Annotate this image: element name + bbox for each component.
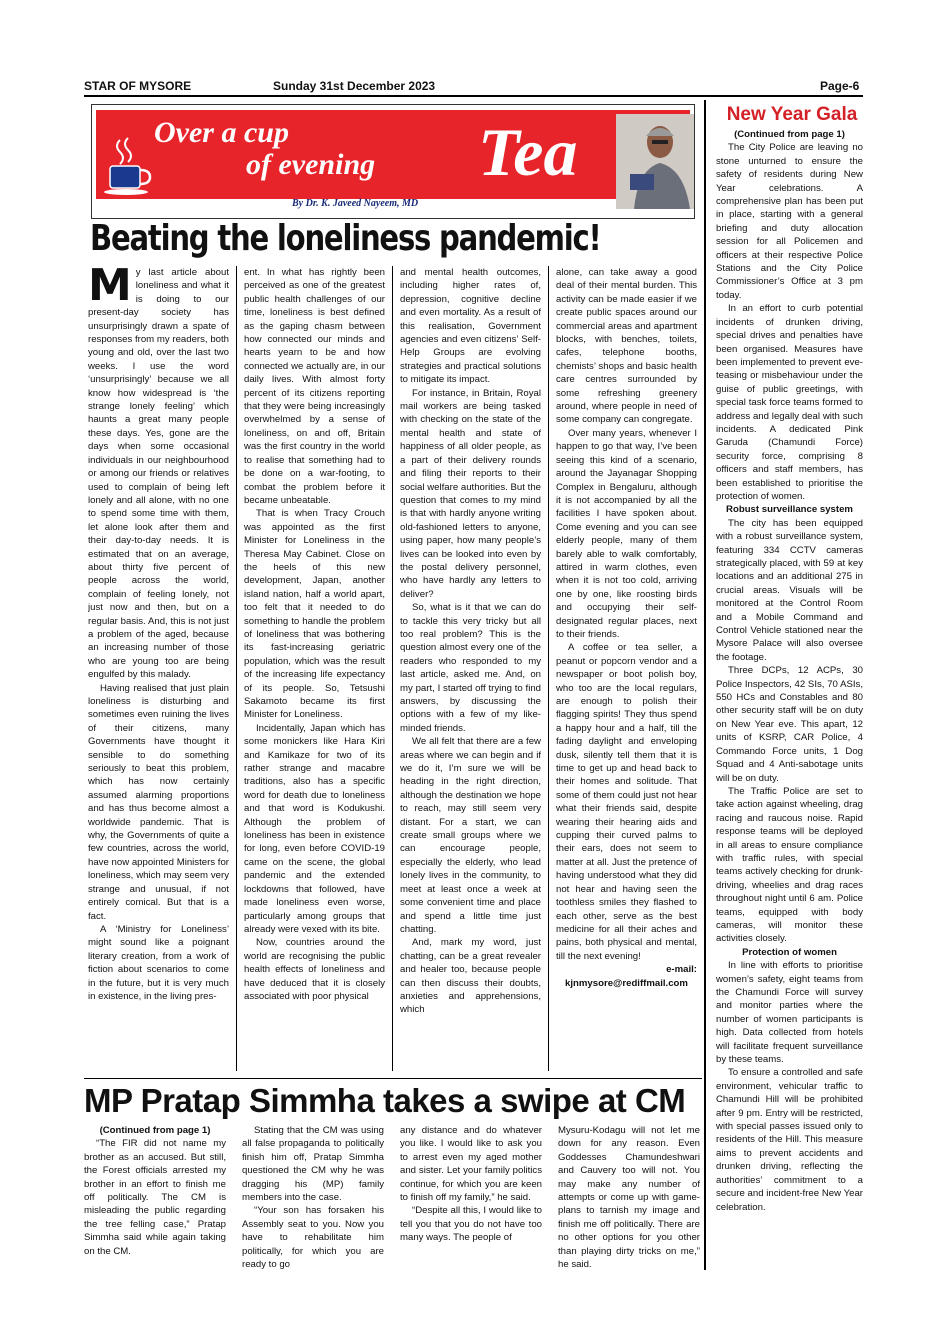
article-column-3 [400, 266, 541, 1074]
sidebar-paragraph: In an effort to curb potential incidents of drunken driving, special drives and penalties have been organised. Measures have been implemented to prevent eve-teasing or misbehaviour under the guise of public greetings, with special task force teams formed to address and legally deal with such incidents. A dedicated Pink Garuda (Chamundi Force) security force, comprising 8 officers and staff members, has been established to prioritise the protection of women. [716, 303, 863, 502]
teacup-icon [102, 136, 154, 196]
article2-paragraph: “Your son has forsaken his Assembly seat to you. Now you have to rehabilitate him politically, for which you are ready to go [242, 1205, 384, 1269]
article2-paragraph: Mysuru-Kodagu will not let me down for any reason. Even Goddesses Chamundeshwari and Cauvery too will not. You may make any number of attempts or come up with game-plans to tarnish my image and finish me off politically. There are no other options for you other than playing dirty tricks on me,” he said. [558, 1125, 700, 1269]
article-paragraph: A coffee or tea seller, a peanut or popcorn vendor and a newspaper or boot polish boy, who too are the local regulars, are enough to polish their flagging spirits! They thus spend a happy hour and a half, till the fading daylight and enveloping dusk, silently tell them that it is time to get up and head back to their homes and solitude. That some of them could just not hear what their friends said, despite wearing their hearing aids and cupping their curved palms to their ears, does not seem to matter at all. Just the pretence of having understood what they did not hear and having seen the toothless smiles they flashed to each other, serve as the best medicine for all their aches and pains, both physical and mental, till the next evening! [556, 642, 697, 962]
drop-cap: M [88, 266, 132, 311]
article-paragraph: Now, countries around the world are recognising the public health effects of loneliness and have deduced that it is closely associated with poor physical [244, 937, 385, 1002]
sidebar-paragraph: The Traffic Police are set to take action against wheeling, drag racing and raucous noise. Rapid response teams will be deployed in all areas to ensure compliance with traffic rules, with special teams actively checking for drunk-driving, wheelies and drag races throughout night until 6 am. Police teams, equipped with body cameras, will monitor these activities closely. [716, 785, 863, 945]
banner-byline: By Dr. K. Javeed Nayeem, MD [292, 198, 419, 209]
article-paragraph: That is when Tracy Crouch was appointed as the first Minister for Loneliness in the Theresa May Cabinet. Close on the heels of this new development, Japan, another island nation, half a world apart, too felt that it needed to do something to handle the problem of loneliness that was bothering its fast-increasing geriatric population, which was the result of the increasing life expectancy of its people. So, Tetsushi Sakamoto became its first Minister for Loneliness. [244, 508, 385, 721]
columnist-photo [616, 114, 694, 209]
banner-tea: Tea [478, 114, 578, 190]
paper-name: STAR OF MYSORE [84, 79, 192, 93]
banner-line1: Over a cup [154, 116, 289, 149]
article-paragraph: Having realised that just plain loneliness is disturbing and sometimes even ruining the lives of their citizens, many Governments have thought it sensible to do something seriously to beat this problem, which has now certainly assumed alarming proportions and has thus become almost a worldwide pandemic. That is why, the Governments of quite a few countries, across the world, have now appointed Ministers for loneliness, which may seem very strange and unusual, if not entirely comical. But that is a fact. [88, 682, 229, 922]
article2-paragraph: Stating that the CM was using all false propaganda to politically finish him off, Pratap Simmha questioned the CM why he was dragging his (MP) family members into the case. [242, 1125, 384, 1204]
article-column-4 [556, 266, 697, 1074]
article2-column-3 [400, 1124, 542, 1269]
article-paragraph: A ‘Ministry for Loneliness’ might sound like a poignant literary creation, from a work of fiction about scenarios to come in the future, but it is very much in existence, in the living pres- [88, 923, 229, 1002]
email-label: e-mail: [666, 964, 697, 976]
column-divider [236, 266, 237, 1071]
article2-column-4 [558, 1124, 700, 1269]
sidebar-subhead: Robust surveillance system [726, 504, 853, 516]
article-headline: Beating the loneliness pandemic! [90, 218, 601, 259]
sidebar-title: New Year Gala [726, 104, 858, 125]
page-number: Page-6 [820, 79, 860, 93]
section-rule [84, 1078, 702, 1079]
sidebar-paragraph: In line with efforts to prioritise women’s safety, eight teams from the Chamundi Force will survey and monitor parties where the number of women participants is high. Data collected from hotels will facilitate frequent surveillance by these teams. [716, 960, 863, 1066]
sidebar-divider [704, 100, 706, 1270]
sidebar-body [716, 128, 863, 1268]
article-paragraph: And, mark my word, just chatting, can be a great revealer and healer too, because people can then discuss their doubts, anxieties and apprehensions, which [400, 937, 541, 1016]
sidebar-paragraph: Three DCPs, 12 ACPs, 30 Police Inspectors, 42 SIs, 70 ASIs, 550 HCs and Constables and 80 other security staff will be on duty on New Year eve. This apart, 12 units of KSRP, CAR Police, 4 Commando Force units, 1 Dog Squad and 4 Anti-sabotage units will be on duty. [716, 665, 863, 784]
continued-note: (Continued from page 1) [734, 129, 845, 140]
column-banner [91, 104, 695, 219]
banner-line2: of evening [246, 148, 376, 181]
article2-column-1 [84, 1124, 226, 1269]
article-paragraph: and mental health outcomes, including higher rates of, depression, cognitive decline and even mortality. As a result of this realisation, Government agencies and even citizens’ Self-Help Groups are evolving strategies and practical solutions to mitigate its impact. [400, 267, 541, 386]
article2-paragraph: “The FIR did not name my brother as an accused. But still, the Forest officials arrested my brother in an effort to finish me off politically. The CM is misleading the public regarding the tree felling case,” Pratap Simmha said while again taking on the CM. [84, 1138, 226, 1257]
issue-date: Sunday 31st December 2023 [273, 79, 436, 93]
article-paragraph: y last article about loneliness and what it is doing to our present-day society has unsurprisingly drawn a spate of responses from my readers, both young and old, over the last two weeks. I use the word ‘unsurprisingly’ because we all know how widespread is ‘the strange lonely feeling’ which haunts a great many people these days. Yes, gone are the days when some occasional individuals in our neighbourhood or among our friends or relatives used to complain of being left lonely and all alone, with no one to spend some time with them, let alone look after them and their day-to-day needs. It is estimated that on an average, about thirty five percent of people across the world, complain of feeling lonely, not just now and then, but on a regular basis. And, this is not just a problem of the aged, because an increasing number of those who are young too are being engulfed by this malady. [88, 267, 229, 681]
banner-red-panel [96, 110, 690, 199]
article2-paragraph: “Despite all this, I would like to tell you that you do not have too many ways. The people of [400, 1205, 542, 1244]
article-paragraph: For instance, in Britain, Royal mail workers are being tasked with checking on the state of the mental health and state of happiness of all older people, as a part of their delivery rounds and filing their reports to their social welfare authorities. But the question that comes to my mind is that with hardly anyone writing old-fashioned letters to anyone, using paper, how many people’s lives can be looked into even by the postal delivery personnel, who have hardly any letters to deliver? [400, 387, 541, 600]
article-paragraph: ent. In what has rightly been perceived as one of the greatest public health challenges of our time, loneliness is best defined as the gaping chasm between how connected our minds and hearts yearn to be and how connected we actually are, in our daily lives. With almost forty percent of its citizens reporting that they were being increasingly overwhelmed by a sense of loneliness, on and off, Britain was the first country in the world to realise that something had to be done on a war-footing, to combat the problem before it became unbeatable. [244, 267, 385, 506]
article2-column-2 [242, 1124, 384, 1269]
sidebar-paragraph: To ensure a controlled and safe environment, vehicular traffic to Chamundi Hill will be prohibited after 9 pm. Entry will be restricted, with special passes issued only to residents of the Hill. This measure aims to prevent accidents and drunken driving, reflecting the authorities’ commitment to a secure and incident-free New Year celebration. [716, 1067, 863, 1213]
sidebar-paragraph: The City Police are leaving no stone unturned to ensure the safety of residents during New Year celebrations. A comprehensive plan has been put in place, starting with a general briefing and duty allocation session for all Policemen and officers at their respective Police Stations and the City Police Commissioner’s Office at 3 pm today. [716, 142, 863, 301]
sidebar-subhead: Protection of women [742, 946, 837, 958]
header-rule [84, 95, 863, 97]
article-paragraph: We all felt that there are a few areas where we can begin and if we do it, I’m sure we will be heading in the right direction, although the destination we hope to reach, may still seem very distant. For a start, we can create small groups where we can encourage people, especially the elderly, who lead lonely lives in the community, to meet at least once a week at some convenient time and place and spend a little time just chatting. [400, 736, 541, 935]
article-paragraph: Over many years, whenever I happen to go that way, I’ve been seeing this kind of a scenario, around the Jayanagar Shopping Complex in Bengaluru, although it is not accompanied by all the facilities I have spoken about. Come evening and you can see elderly people, many of them barely able to walk comfortably, attired in warm clothes, even when it is not too cold, arriving one by one, like roosting birds and occupying their self-designated regular places, next to their friends. [556, 427, 697, 640]
article2-headline: MP Pratap Simmha takes a swipe at CM [84, 1082, 686, 1119]
article-paragraph: So, what is it that we can do to tackle this very tricky but all too real problem? This is the question almost every one of the readers who responded to my last article, asked me. And, on my part, I started off trying to find answers, by discussing the options with a few of my like-minded friends. [400, 602, 541, 734]
article-column-2 [244, 266, 385, 1074]
continued-note: (Continued from page 1) [99, 1125, 211, 1136]
column-divider [548, 266, 549, 1071]
article-paragraph: Incidentally, Japan which has some monickers like Hara Kiri and Kamikaze for two of its rather strange and macabre traditions, also has a specific word for death due to loneliness and that word is Kodukushi. Although the problem of loneliness has been in existence for long, even before COVID-19 came on the scene, the global pandemic and the extended lockdowns that followed, have made loneliness even worse, particularly among groups that already were vexed with its bite. [244, 722, 385, 935]
article-column-1 [88, 266, 229, 1074]
email-address: kjnmysore@rediffmail.com [565, 977, 688, 989]
article2-paragraph: any distance and do whatever you like. I would like to ask you to arrest even my aged mother and sister. Let your family politics continue, for which you are keen to finish off my family,” he said. [400, 1125, 542, 1204]
sidebar-paragraph: The city has been equipped with a robust surveillance system, featuring 334 CCTV cameras strategically placed, with 59 at key locations and an additional 275 in crucial areas. Visuals will be monitored at the Control Room and a Mobile Command and Control Vehicle stationed near the Mysore Palace will also oversee the footage. [716, 517, 863, 663]
article-paragraph: alone, can take away a good deal of their mental burden. This activity can be made easier if we create public spaces around our commercial areas and apartment blocks, with benches, toilets, cafes, telephone booths, chemists’ shops and basic health care centres surrounded by some refreshing greenery around, where people in need of some company can congregate. [556, 267, 697, 426]
column-divider [392, 266, 393, 1071]
